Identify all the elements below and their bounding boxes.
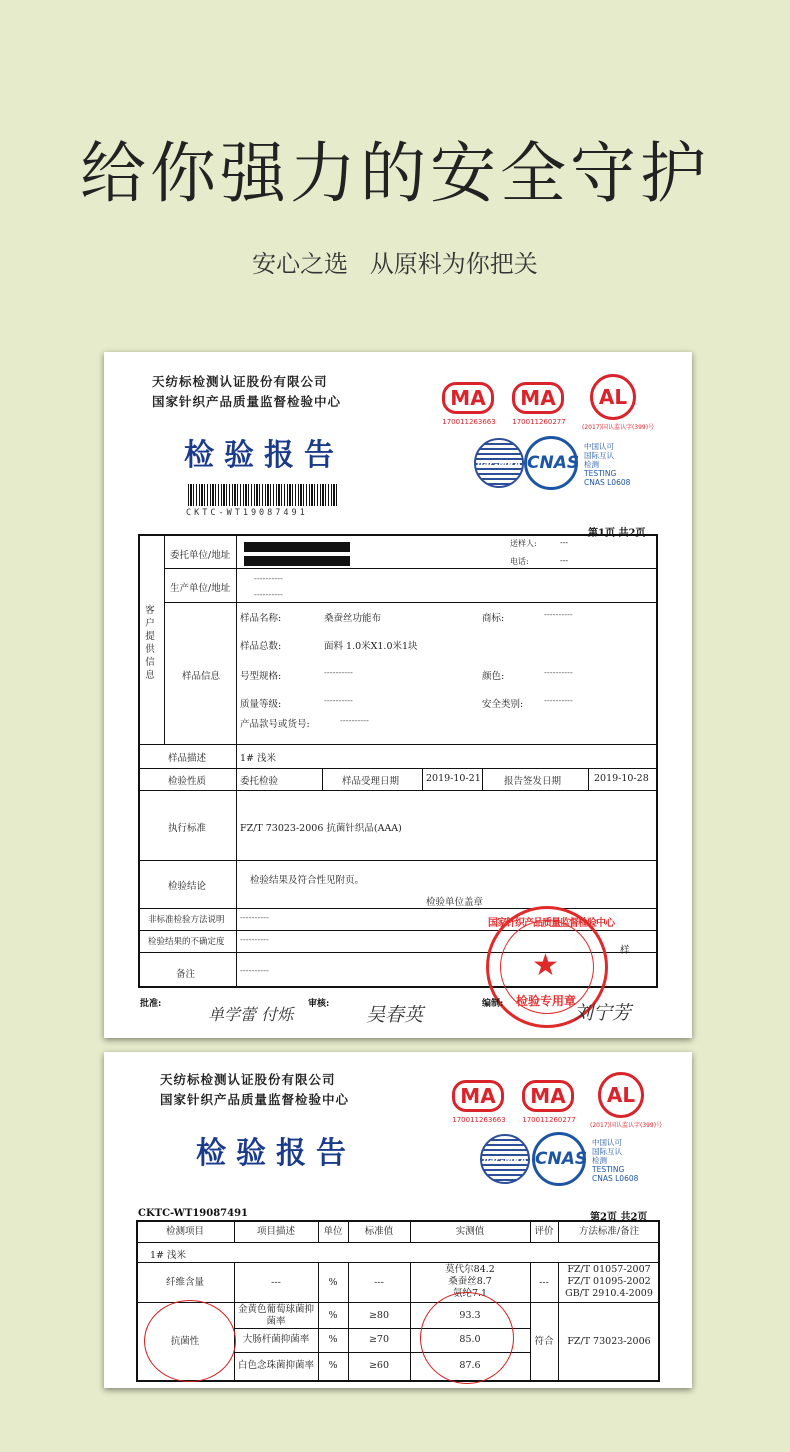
page-number-2: 第2页 共2页 (590, 1212, 648, 1223)
fiber-desc: --- (271, 1277, 281, 1288)
client-unit-label: 委托单位/地址 (170, 550, 231, 561)
header-desc: 项目描述 (256, 1226, 295, 1237)
color-value: ---------- (544, 668, 573, 677)
trademark-value: ---------- (544, 610, 573, 619)
antibacterial-eval: 符合 (534, 1336, 554, 1347)
uncertainty-value: ---------- (240, 935, 269, 944)
bacteria-row-std: ≥80 (368, 1310, 390, 1321)
ilac-mra-logo-2: ilac-MRA (480, 1134, 530, 1184)
cnas-note: 中国认可 国际互认 检测 TESTING CNAS L0608 (584, 442, 631, 487)
review-signature: 吴春英 (366, 1004, 424, 1026)
standard-label: 执行标准 (168, 823, 207, 834)
safety-value: ---------- (544, 696, 573, 705)
headline: 给你强力的安全守护 (80, 135, 710, 212)
nonstandard-value: ---------- (240, 913, 269, 922)
color-label: 颜色: (482, 671, 505, 682)
redacted-block (244, 542, 350, 552)
model-value: ---------- (324, 668, 353, 677)
fiber-measured-2: 桑蚕丝8.7 (448, 1276, 492, 1287)
cma-number-3: 170011263663 (452, 1116, 506, 1124)
product-no-label: 产品款号或货号: (240, 719, 310, 730)
antibacterial-method: FZ/T 73023-2006 (567, 1336, 651, 1347)
cal-note-2: (2017)国认监认字(399)号 (590, 1122, 663, 1129)
phone-value: --- (560, 556, 569, 565)
cma-number: 170011263663 (442, 418, 496, 426)
phone-label: 电话: (510, 557, 529, 566)
center-name-2: 国家针织产品质量监督检验中心 (160, 1092, 350, 1107)
bacteria-row-value-3: 87.6 (459, 1360, 481, 1371)
cnas-note-2: 中国认可 国际互认 检测 TESTING CNAS L0608 (592, 1138, 639, 1183)
grade-value: ---------- (324, 696, 353, 705)
bacteria-row-value-2: 85.0 (459, 1334, 481, 1345)
standard-value: FZ/T 73023-2006 抗菌针织品(AAA) (240, 823, 402, 834)
center-name: 国家针织产品质量监督检验中心 (152, 394, 342, 409)
highlight-circle-values (420, 1292, 514, 1384)
fiber-method-3: GB/T 2910.4-2009 (565, 1288, 653, 1299)
fiber-std: --- (374, 1277, 384, 1288)
sample-name-label: 样品名称: (240, 613, 282, 624)
bacteria-row-desc-2: 大肠杆菌抑菌率 (242, 1334, 310, 1345)
model-label: 号型规格: (240, 671, 282, 682)
approve-label: 批准: (140, 999, 162, 1009)
header-measured: 实测值 (455, 1226, 485, 1237)
conclusion-label: 检验结论 (168, 881, 207, 892)
bacteria-row-unit: % (328, 1310, 338, 1321)
header-item: 检测项目 (165, 1226, 204, 1237)
company-name: 天纺标检测认证股份有限公司 (152, 374, 328, 389)
report-page-1 (104, 352, 692, 1038)
bacteria-row-unit-3: % (328, 1360, 338, 1371)
barcode (188, 484, 338, 506)
fiber-measured-3: 氨纶7.1 (452, 1288, 488, 1299)
page-number: 第1页 共2页 (588, 528, 646, 539)
seal-ring-text: 国家针织产品质量监督检验中心 (488, 918, 614, 929)
sample-mark: 样 (620, 945, 630, 956)
sample-row: 1# 浅米 (150, 1250, 187, 1261)
seal-center-text: 检验专用章 (516, 994, 577, 1008)
remarks-value: ---------- (240, 966, 269, 975)
cma-logo-2: MA (512, 382, 564, 414)
cnas-logo: CNAS (524, 436, 578, 490)
sample-desc-label: 样品描述 (168, 753, 207, 764)
producer-dash: ---------- (254, 574, 283, 583)
fiber-item: 纤维含量 (165, 1277, 204, 1288)
bacteria-row-desc: 金黄色葡萄球菌抑菌率 (237, 1304, 314, 1327)
inspection-type-label: 检验性质 (168, 776, 207, 787)
review-label: 审核: (308, 999, 330, 1009)
cma-logo: MA (442, 382, 494, 414)
subheadline: 安心之选 从原料为你把关 (252, 250, 538, 278)
seal-label: 检验单位盖章 (426, 897, 484, 908)
sample-total-value: 面料 1.0米X1.0米1块 (324, 641, 418, 652)
header-unit: 单位 (323, 1226, 343, 1237)
issue-date-label: 报告签发日期 (504, 776, 562, 787)
client-info-label: 客户提供信息 (145, 605, 155, 681)
fiber-eval: --- (539, 1277, 549, 1288)
grade-label: 质量等级: (240, 699, 282, 710)
safety-label: 安全类别: (482, 699, 524, 710)
report-page-2 (104, 1052, 692, 1388)
uncertainty-label: 检验结果的不确定度 (148, 937, 225, 947)
bacteria-row-std-3: ≥60 (368, 1360, 390, 1371)
cal-logo: AL (590, 374, 636, 420)
conclusion-value: 检验结果及符合性见附页。 (250, 875, 365, 886)
report-code: CKTC-WT19087491 (186, 508, 308, 518)
received-date-value: 2019-10-21 (426, 773, 481, 784)
producer-dash-2: ---------- (254, 590, 283, 599)
report-title: 检验报告 (184, 438, 344, 473)
author-signature: 刘宁芳 (574, 1002, 632, 1024)
sample-info-label: 样品信息 (182, 671, 221, 682)
report-title-2: 检验报告 (196, 1136, 356, 1171)
highlight-circle-item (144, 1300, 236, 1382)
fiber-method-1: FZ/T 01057-2007 (567, 1264, 651, 1275)
cma-logo-3: MA (452, 1080, 504, 1112)
cal-logo-2: AL (598, 1072, 644, 1118)
header-method: 方法标准/备注 (578, 1226, 640, 1237)
cma-logo-4: MA (522, 1080, 574, 1112)
sample-name-value: 桑蚕丝功能布 (324, 613, 382, 624)
remarks-label: 备注 (176, 969, 196, 980)
header-std: 标准值 (364, 1226, 394, 1237)
redacted-block-2 (244, 556, 350, 566)
fiber-measured-1: 莫代尔84.2 (445, 1264, 495, 1275)
report-code-2: CKTC-WT19087491 (138, 1208, 248, 1219)
bacteria-row-std-2: ≥70 (368, 1334, 390, 1345)
cal-note: (2017)国认监认字(399)号 (582, 424, 655, 431)
product-no-value: ---------- (340, 716, 369, 725)
sample-desc-value: 1# 浅米 (240, 753, 277, 764)
issue-date-value: 2019-10-28 (594, 773, 649, 784)
trademark-label: 商标: (482, 613, 505, 624)
bacteria-row-value: 93.3 (459, 1310, 481, 1321)
sender-value: --- (560, 538, 569, 547)
cma-number-2: 170011260277 (512, 418, 566, 426)
sample-total-label: 样品总数: (240, 641, 282, 652)
header-eval: 评价 (534, 1226, 554, 1237)
cnas-logo-2: CNAS (532, 1132, 586, 1186)
antibacterial-item: 抗菌性 (170, 1336, 200, 1347)
sender-label: 送样人: (510, 539, 537, 548)
fiber-method-2: FZ/T 01095-2002 (567, 1276, 651, 1287)
bacteria-row-unit-2: % (328, 1334, 338, 1345)
ilac-mra-logo: ilac-MRA (474, 438, 524, 488)
approve-signature: 单学蕾 付烁 (208, 1005, 294, 1024)
cma-number-4: 170011260277 (522, 1116, 576, 1124)
nonstandard-label: 非标准检验方法说明 (148, 915, 225, 925)
bacteria-row-desc-3: 白色念珠菌抑菌率 (237, 1360, 314, 1371)
company-name-2: 天纺标检测认证股份有限公司 (160, 1072, 336, 1087)
fiber-unit: % (328, 1277, 338, 1288)
author-label: 编制: (482, 999, 504, 1009)
inspection-type-value: 委托检验 (240, 776, 279, 787)
received-date-label: 样品受理日期 (342, 776, 400, 787)
seal-star-icon: ★ (532, 948, 559, 983)
producer-label: 生产单位/地址 (170, 583, 231, 594)
